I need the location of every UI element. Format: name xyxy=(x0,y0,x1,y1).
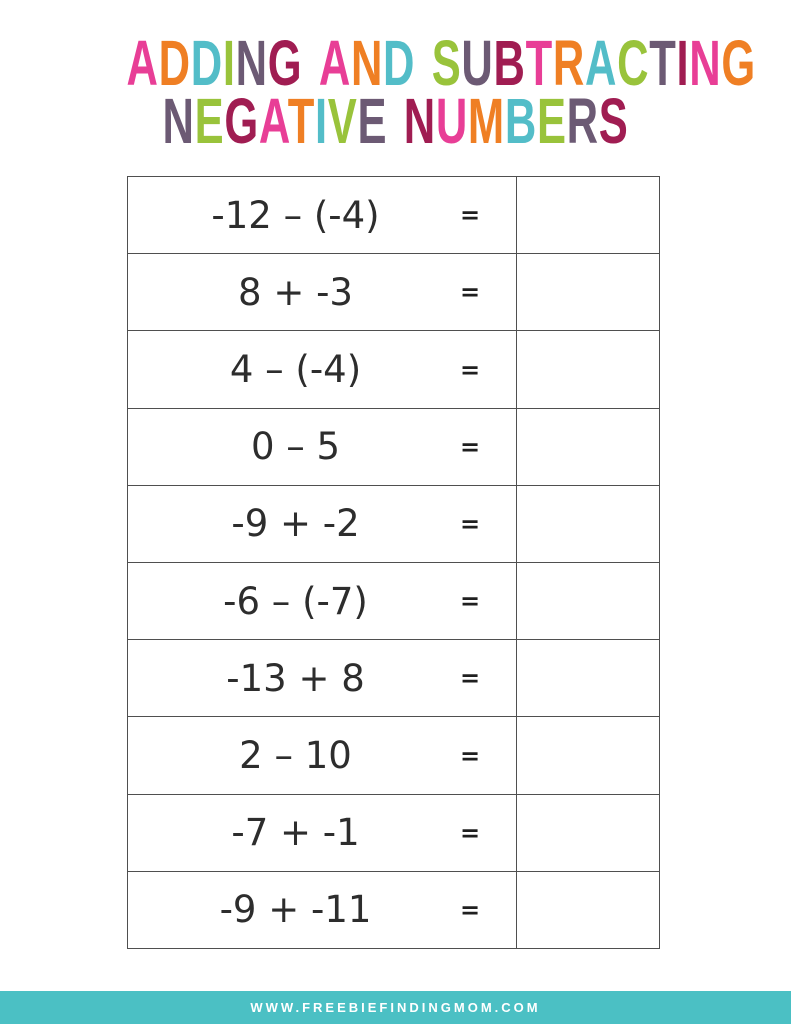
problem-expression: 2 – 10 xyxy=(239,734,352,778)
problem-expression: 0 – 5 xyxy=(250,425,341,469)
title-letter: T xyxy=(649,27,677,99)
title-line-1 xyxy=(126,27,756,99)
title-letter: C xyxy=(617,27,650,99)
title-letter: B xyxy=(493,27,526,99)
answer-blank-cell xyxy=(517,409,659,485)
title-letter: N xyxy=(403,85,436,157)
title-letter: A xyxy=(318,27,351,99)
title-letter: A xyxy=(584,27,618,99)
equals-sign: = xyxy=(460,741,481,770)
equals-sign: = xyxy=(460,818,481,847)
title-letter: G xyxy=(721,27,756,99)
title-letter: N xyxy=(235,27,268,99)
equals-sign: = xyxy=(460,432,481,461)
title-letter: A xyxy=(258,85,288,157)
answer-blank-cell xyxy=(517,872,659,948)
problem-cell xyxy=(128,254,517,330)
title-line-2 xyxy=(127,85,665,157)
problem-expression: -9 + -2 xyxy=(231,502,360,546)
answer-blank-cell xyxy=(517,717,659,793)
table-row xyxy=(128,177,659,254)
answer-blank-cell xyxy=(517,795,659,871)
table-row xyxy=(128,409,659,486)
title-letter: V xyxy=(327,85,358,157)
problem-cell xyxy=(128,563,517,639)
title-letter: N xyxy=(162,85,195,157)
title-letter: D xyxy=(383,27,416,99)
title-letter: N xyxy=(350,27,384,99)
answer-blank-cell xyxy=(517,563,659,639)
title-letter: S xyxy=(431,27,462,99)
problem-expression: 8 + -3 xyxy=(238,270,353,314)
table-row xyxy=(128,872,659,948)
problem-cell xyxy=(128,331,517,407)
equals-sign: = xyxy=(460,587,481,616)
title-letter: G xyxy=(224,85,259,157)
equals-sign: = xyxy=(460,895,481,924)
footer-url: WWW.FREEBIEFINDINGMOM.COM xyxy=(250,1000,541,1015)
title-letter: E xyxy=(536,85,567,157)
problem-cell xyxy=(128,486,517,562)
title-letter: E xyxy=(357,85,388,157)
problem-expression: -7 + -1 xyxy=(231,811,360,855)
answer-blank-cell xyxy=(517,177,659,253)
title-letter: T xyxy=(525,27,553,99)
title-letter: T xyxy=(287,85,315,157)
answer-blank-cell xyxy=(517,331,659,407)
problems-table xyxy=(127,176,660,949)
title-letter: E xyxy=(194,85,225,157)
title-letter: S xyxy=(598,85,629,157)
problem-cell xyxy=(128,717,517,793)
problem-cell xyxy=(128,640,517,716)
table-row xyxy=(128,640,659,717)
equals-sign: = xyxy=(460,509,481,538)
title-letter: A xyxy=(126,27,159,99)
title-letter: R xyxy=(566,85,599,157)
problem-cell xyxy=(128,177,517,253)
table-row xyxy=(128,717,659,794)
page-title xyxy=(0,27,791,157)
title-letter: B xyxy=(504,85,537,157)
title-letter: U xyxy=(435,85,468,157)
title-letter: D xyxy=(190,27,223,99)
table-row xyxy=(128,331,659,408)
title-letter: I xyxy=(314,85,328,157)
problem-expression: 4 – (-4) xyxy=(229,348,362,391)
problem-cell xyxy=(128,409,517,485)
title-letter: M xyxy=(467,85,505,157)
table-row xyxy=(128,795,659,872)
problem-cell xyxy=(128,872,517,948)
problem-expression: -9 + -11 xyxy=(219,888,372,932)
equals-sign: = xyxy=(460,201,481,230)
problem-expression: -13 + 8 xyxy=(226,656,365,700)
problem-cell xyxy=(128,795,517,871)
equals-sign: = xyxy=(460,278,481,307)
problem-expression: -6 – (-7) xyxy=(223,579,368,623)
title-letter: I xyxy=(676,27,690,99)
answer-blank-cell xyxy=(517,254,659,330)
title-letter: R xyxy=(552,27,585,99)
title-letter: N xyxy=(689,27,722,99)
problem-expression: -12 – (-4) xyxy=(211,193,380,237)
footer-bar xyxy=(0,991,791,1024)
table-row xyxy=(128,563,659,640)
title-letter: D xyxy=(158,27,191,99)
title-letter: U xyxy=(461,27,494,99)
answer-blank-cell xyxy=(517,640,659,716)
equals-sign: = xyxy=(460,355,481,384)
title-letter: I xyxy=(222,27,236,99)
table-row xyxy=(128,486,659,563)
table-row xyxy=(128,254,659,331)
title-letter: G xyxy=(267,27,303,99)
equals-sign: = xyxy=(460,664,481,693)
answer-blank-cell xyxy=(517,486,659,562)
